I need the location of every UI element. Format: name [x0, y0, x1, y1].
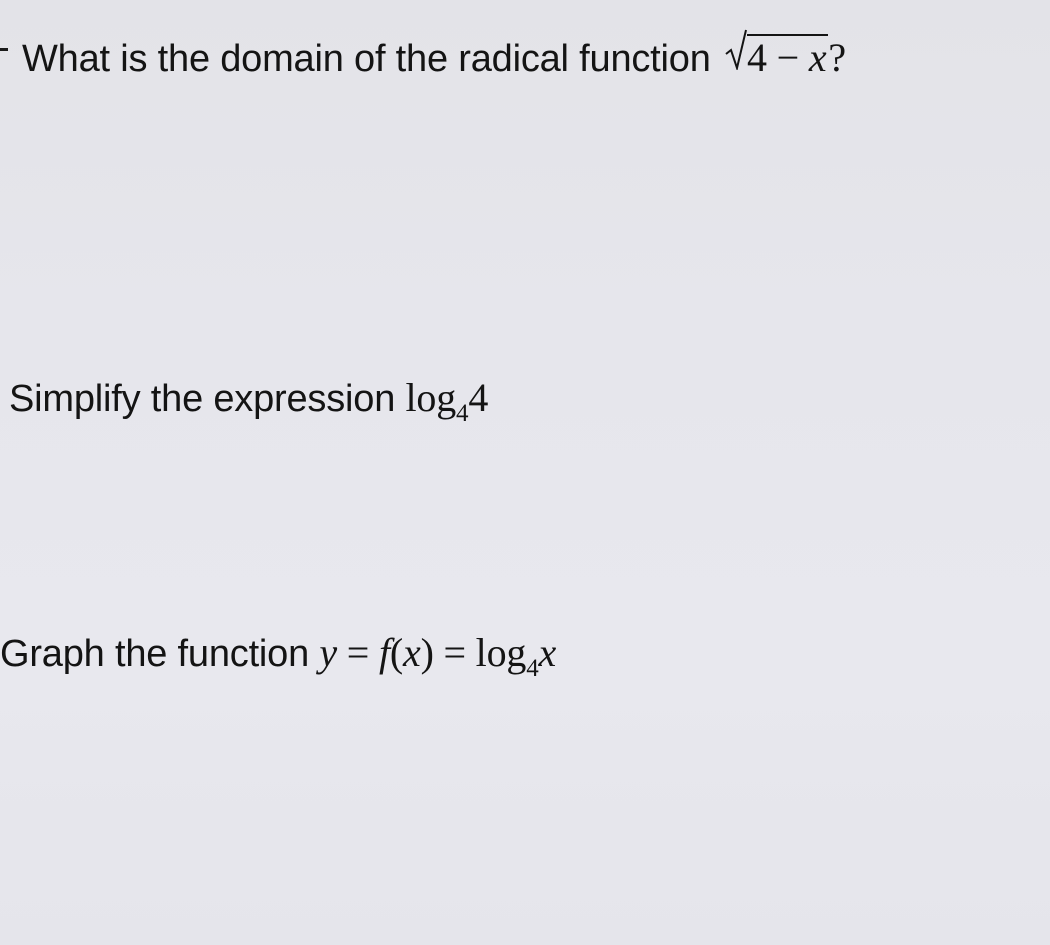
open-paren: ( — [389, 630, 403, 675]
question-text: What is the domain of the radical function — [22, 38, 711, 80]
question-graph-function — [0, 630, 557, 682]
radicand-operator: − — [776, 35, 799, 80]
log-argument: x — [538, 630, 557, 675]
y-variable: y — [319, 630, 337, 675]
equals-sign: = — [346, 630, 370, 675]
question-mark: ? — [828, 35, 846, 80]
question-domain-radical — [22, 34, 846, 78]
log-function: log — [475, 630, 527, 675]
log-base: 4 — [456, 400, 469, 427]
radicand — [747, 34, 828, 78]
function-equation — [319, 630, 557, 682]
function-name: f — [378, 630, 390, 675]
x-variable: x — [403, 630, 421, 675]
radical-expression — [725, 34, 828, 78]
radical-sign-icon — [725, 28, 747, 70]
log-argument: 4 — [468, 375, 489, 420]
radicand-number: 4 — [747, 35, 767, 80]
log-base: 4 — [526, 655, 539, 682]
question-simplify-log — [9, 375, 489, 427]
equals-sign: = — [443, 630, 466, 675]
page-edge-mark — [0, 48, 8, 51]
question-text: Simplify the expression — [9, 378, 396, 420]
log-expression — [405, 375, 489, 427]
radicand-variable: x — [808, 35, 827, 80]
question-text: Graph the function — [0, 633, 310, 675]
log-function: log — [405, 375, 456, 420]
close-paren: ) — [420, 630, 434, 675]
